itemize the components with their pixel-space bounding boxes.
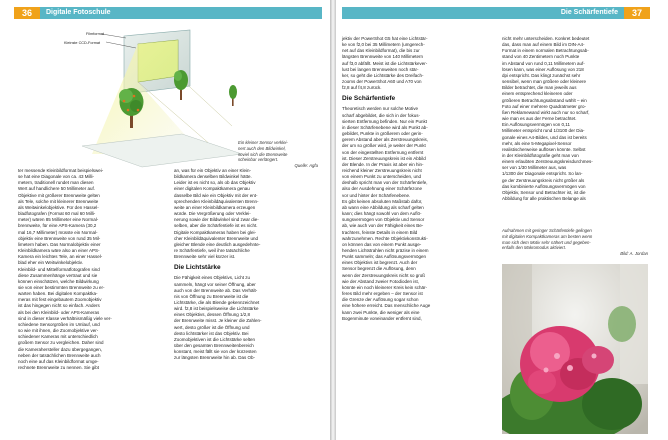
text-line: Abbildung für alle praktischen Belange als — [502, 196, 586, 202]
text-line: Zoomobjektiven ist die Lichtstärke selten — [174, 336, 256, 342]
text-line: Bilder betrachtet, die man jeweils aus — [502, 85, 577, 91]
left-column-2 — [174, 168, 318, 362]
text-line: meter) wären 85 Millimeter eine Normal- — [18, 217, 99, 223]
text-line: trachters, feinste Details in einem Bild — [342, 229, 418, 235]
text-line: dasselbe Bild wie ein Objektiv mit der ent- — [174, 192, 258, 198]
text-line: feres Bild mehr ergeben – der Sensor ist — [342, 291, 423, 297]
right-column-1 — [342, 36, 488, 322]
text-line: neben der tatsächlichen Brennweite auch — [18, 352, 101, 358]
text-line: Wert auf handlichere 50 Millimeter auf. — [18, 186, 95, 192]
text-line: noch eine auf das Kleinbildformat umge- — [18, 358, 99, 364]
text-line: schiedene Sensorgrößen im Umlauf, und — [18, 321, 100, 327]
text-line: sammeln, hängt vor seiner Öffnung, aber — [174, 281, 256, 287]
text-line: ter messende Kleinbildformat beispielswei- — [18, 168, 104, 173]
text-line: dpi entspricht. Das klingt zunächst sehr — [502, 72, 581, 78]
text-line: eine höhere erreicht. Das menschliche Auge — [342, 303, 431, 309]
right-page — [334, 0, 668, 440]
text-line: blad eher ein Weitwinkelobjektiv. — [18, 260, 83, 266]
left-column-1 — [18, 168, 154, 371]
right-column-1-bottom — [342, 106, 488, 321]
text-line: sind in dieser Klasse verhältnismäßig viele ver- — [18, 315, 112, 321]
caption-line: Ein kleiner Sensor verklei- — [238, 140, 288, 145]
text-line: jektiv der PowerShot G5 hat eine Lichtstär- — [342, 36, 428, 41]
text-line: lösen kann, was einer Auflösung von 218 — [502, 66, 584, 72]
text-line: zur längsten Brennweite hin ab. Das Ob- — [174, 355, 256, 361]
text-line: gleicher Blende eine deutlich ausgedehnte- — [174, 241, 261, 247]
text-line: re Schärfentiefe, weil ihre tatsächliche — [174, 248, 250, 254]
text-line: in der Kleinbildfotografie geht man von — [502, 152, 579, 158]
text-line: stand von 40 Zentimetern noch Punkte — [502, 54, 580, 60]
text-line: das, dass man auf einem Bild im DIN-A4- — [502, 42, 585, 48]
text-line: als Tele, solche mit kleinerer Brennweite — [18, 198, 99, 204]
caption-line: Aufnahmen mit geringer Schärfentiefe gelingen — [502, 228, 592, 233]
left-column-2-top — [174, 168, 318, 260]
text-line: Sensor begrenzt die Auflösung, denn — [342, 266, 416, 272]
text-line: sierten Entfernung befinden. Nur ein Punkt — [342, 118, 428, 124]
text-line: warten haben. Bei digitalen Kompaktka- — [18, 291, 98, 297]
text-line: eines Objektivs, dessen Öffnung 1/2,8 — [174, 312, 250, 318]
text-line: nicht mehr unterscheiden. Konkret bedeutet — [502, 36, 590, 41]
text-line: in dieser Schärfenebene wird als Punkt ab- — [342, 124, 428, 130]
text-line: Lichtstärke, die als Blende gekennzeichnet — [174, 299, 260, 305]
text-line: als bei den Kleinbild- oder APS-Kameras — [18, 309, 100, 315]
text-line: konstant, meist fällt sie von der kürzesten — [174, 349, 257, 355]
text-line: ist. Dieser Zerstreuungskreis ist ein Abbild — [342, 155, 426, 161]
text-line: so wie mit ihnen, die Zoomobjektive ver- — [18, 328, 99, 334]
text-line: Ein Auflösungsvermögen von 0,11 — [502, 122, 570, 128]
text-line: on können das von einem Punkt ausge- — [342, 241, 422, 247]
text-line: Foto auf einer mehrere Quadratmeter gro- — [502, 103, 587, 109]
subheading-schaerfentiefe: Die Schärfentiefe — [342, 95, 396, 103]
text-line: cher Kleinbildäquivalenter Brennweite und — [174, 235, 259, 241]
text-line: mehr, als eine 5-Megapixel-Sensor — [502, 140, 572, 146]
text-line: einem entsprechend kleineren oder — [502, 91, 573, 97]
text-line: wie man es aus der Ferne betrachtet. — [502, 116, 577, 122]
text-line: großem Sensor zu vergleichen. Daher sind — [18, 340, 104, 346]
text-line: kann zwei Punkte, die weniger als eine — [342, 309, 420, 315]
text-line: also der Ausdehnung einer Schärfezone — [342, 186, 423, 192]
text-line: wird. f2,8 ist beispielsweise die Lichtstärke — [174, 306, 259, 312]
text-line: diese Zusammenhänge vertraut und sie — [18, 272, 98, 278]
text-line: Objektive mit größerer Brennweite gelten — [18, 192, 100, 198]
text-line: weite an einer Kleinbildkamera erzeugen — [174, 204, 256, 210]
text-line: vor und hinter der Schärfenebene. — [342, 192, 411, 198]
text-line: Bogenminute voneinander entfernt sind, — [342, 315, 422, 321]
text-line: Kamera ein leichtes Tele, an einer Hassel- — [18, 254, 103, 260]
text-line: könnte ein noch kleinerer Kreis kein schär- — [342, 284, 428, 290]
text-line: se hat eine Diagonale von ca. 43 Milli- — [18, 174, 95, 180]
text-line: Millimeter entspricht rund 1/3100 der Dia- — [502, 128, 585, 134]
text-line: als Weitwinkelobjektive. Für den Hassel- — [18, 204, 99, 210]
text-line: net auf das Kleinbildformat), die bis zur — [342, 48, 420, 54]
text-line: eines Objektivs ist begrenzt. Auch der — [342, 260, 418, 266]
text-line: desto lichtstärker ist das Objektiv. Bei — [174, 330, 249, 336]
text-line: f2,8 auf f4,8 zurück. — [342, 85, 382, 91]
text-line: die Kamerahersteller dazu übergegangen, — [18, 346, 103, 352]
left-page-number: 36 — [14, 7, 40, 19]
right-header-bar — [342, 7, 650, 19]
photo-credit: Bild: A. Jordan — [620, 251, 648, 257]
text-line: deshalb spricht man von der Schärfentiefe, — [342, 180, 428, 186]
text-line: einer digitalen Kompaktkamera genau — [174, 186, 250, 192]
text-line: lust bei langen Brennweiten noch stär- — [342, 66, 419, 72]
text-line: Leider ist es nicht so, als ob das Objektiv — [174, 180, 256, 186]
text-line: gerem Abstand aber als Zerstreuungskreis, — [342, 137, 429, 143]
label-ccd-format: Kleinste CCD-Format — [64, 41, 101, 45]
figure-caption — [238, 140, 318, 169]
text-line: ge der Zerstreuungskreis nicht größer als — [502, 177, 585, 183]
text-line: ser von 1/30 Millimeter aus, was — [502, 165, 567, 171]
text-line: rechnete Brennweite zu nennen. Sie gibt — [18, 365, 100, 370]
text-line: nerung sowie der Bildwinkel sind zwar die- — [174, 217, 259, 223]
text-line: sprechenden Kleinbildäquivalenten Brenn- — [174, 198, 259, 204]
text-line: ist das hingegen nicht so einfach. Anders — [18, 303, 100, 309]
text-line: Format in einem normalen Betrachtungsab- — [502, 48, 589, 54]
text-line: sie von einer bestimmten Brennweite zu er- — [18, 284, 105, 290]
text-line: nis von Öffnung zu Brennweite ist die — [174, 293, 249, 299]
left-header-title: Digitale Fotoschule — [46, 9, 111, 16]
text-line: 1/1300 der Diagonale entspricht. So lan- — [502, 171, 583, 177]
text-line: ker, so geht die Lichtstärke des Dreifach- — [342, 72, 424, 78]
photo-caption — [502, 228, 648, 257]
text-line: Es gibt keinen absoluten Maßstab dafür, — [342, 198, 423, 204]
text-line: Kleinbildkamera wäre also an einer APS- — [18, 248, 100, 254]
text-line: Digitale Kompaktkameras haben bei glei- — [174, 229, 257, 235]
text-line: ßen Reklamewand wirkt auch nur so scharf, — [502, 109, 590, 115]
text-line: Punkt sammeln; das Auflösungsvermögen — [342, 254, 427, 260]
text-line: selben, aber die Schärfentiefe ist es nicht. — [174, 223, 258, 229]
text-line: ke von f2,0 bei 35 Millimetern (umgerech- — [342, 42, 425, 48]
text-line: wert, desto größer ist die Öffnung und — [174, 324, 250, 330]
text-line: wie der Abstand zweier Fotodioden ist, — [342, 278, 420, 284]
right-page-number: 37 — [624, 7, 650, 19]
text-line: sungsvermögen von Objektiv und Sensor — [342, 217, 425, 223]
text-line: reichend kleiner Zerstreuungskreis nicht — [342, 167, 422, 173]
text-line: längsten Brennweite von 140 Millimetern — [342, 54, 424, 60]
text-line: metern, traditionell rundet man diesen — [18, 180, 94, 186]
left-column-2-bottom — [174, 275, 318, 361]
text-line: größeren Betrachtungsabstand wählt – ein — [502, 97, 587, 103]
caption-line: scheinbar verlängert. — [238, 157, 279, 163]
text-line: an, was für ein Objektiv an einer Klein- — [174, 168, 252, 173]
text-line: limetern haben. Das Normalobjektiv einer — [18, 241, 101, 247]
text-line: schiedener Kameras mit unterschiedlich — [18, 334, 98, 340]
caption-line: soviel sich die Brennweite — [238, 151, 288, 157]
text-line: im Abstand von rund 0,11 Millimetern auf- — [502, 60, 585, 66]
caption-line: enfalls den Makromodus aktiviert. — [502, 245, 567, 251]
text-line: bildkamera denselben Bildwinkel hätte. — [174, 174, 252, 180]
text-line: henden Lichtstrahlen nicht präzise in einem — [342, 248, 429, 253]
text-line: ab, wie auch von der Fähigkeit eines Be- — [342, 223, 424, 229]
text-line: meras mit fest eingebautem Zoomobjektiv — [18, 297, 102, 303]
caption-line: nert auch den Bildwinkel, — [238, 145, 286, 151]
text-line: Theoretisch werden nur solche Motive — [342, 106, 419, 112]
caption-line: man sich dem Motiv sehr nähert und gegeben- — [502, 239, 591, 245]
text-line: ab wann eine Abbildung als scharf gelten — [342, 204, 424, 210]
text-line: wahrzunehmen. Rechte Objektivkonstrukti- — [342, 235, 428, 241]
text-line: der um so größer wird, je weiter der Punkt — [342, 143, 426, 149]
right-header-title: Die Schärfentiefe — [560, 9, 618, 16]
text-line: wenn der Zerstreuungskreis nicht so groß — [342, 272, 426, 278]
text-line: über den gesamten Brennweitenbereich — [174, 343, 254, 349]
text-line: objektiv eine Brennweite von rund 35 Mil- — [18, 235, 101, 241]
text-line: von der eingestellten Entfernung entfernt — [342, 149, 424, 155]
text-line: scharf abgebildet, die sich in der fokus- — [342, 112, 421, 118]
right-column-1-top — [342, 36, 488, 91]
text-line: der Blende. In der Praxis ist aber ein hin- — [342, 161, 424, 167]
label-film-format: Filmformat — [86, 32, 104, 36]
text-line: bladfotografen (Format 60 mal 60 Milli- — [18, 211, 96, 217]
text-line: mal 16,7 Millimeter) müsste ein Normal- — [18, 229, 98, 235]
text-line: das kombinierte Auflösungsvermögen von — [502, 183, 586, 189]
text-line: auch von der Brennweite ab. Das Verhält- — [174, 287, 258, 293]
left-page — [0, 0, 332, 440]
text-line: sensibel, wenn man größere oder kleinere — [502, 79, 587, 85]
text-line: Kleinbild- und Mittelformatfotografen sind — [18, 266, 100, 272]
text-line: die Grenze der Auflösung sogar schon — [342, 297, 419, 303]
right-column-2 — [502, 36, 642, 202]
text-line: auf f3,0 abfällt. Meist ist die Lichtstärkever- — [342, 60, 428, 66]
text-line: brennweite, für eine APS-Kamera (30,2 — [18, 223, 97, 229]
text-line: einem erlaubten Zerstreuungskreisdurchmes- — [502, 159, 593, 165]
left-header-bar — [14, 7, 322, 19]
text-line: können einschätzen, welche Bildwirkung — [18, 278, 99, 284]
flower-photo — [502, 264, 648, 434]
caption-line: mit digitalen Kompaktkameras am besten wenn — [502, 233, 593, 239]
text-line: von einem Punkt zu unterscheiden, und — [342, 174, 422, 180]
text-line: realistischerweise auflösen könnte. Selbst — [502, 146, 586, 152]
caption-credit: Quelle: Agfa — [294, 163, 318, 169]
text-line: Objektiv, Sensor und Betrachter ist, ist die — [502, 189, 586, 195]
text-line: Brennweite sehr viel kürzer ist. — [174, 254, 236, 260]
text-line: würde. Die Vergrößerung oder Verklei- — [174, 211, 251, 217]
text-line: gebildet, Punkte in größerem oder gerin- — [342, 131, 423, 137]
text-line: zooms der PowerShot A60 und A70 von — [342, 79, 422, 85]
subheading-lichtstaerke: Die Lichtstärke — [174, 264, 221, 272]
text-line: kann; dies hängt sowohl von dem Auflö- — [342, 211, 422, 217]
text-line: Die Fähigkeit eines Objektivs, Licht zu — [174, 275, 251, 281]
text-line: der Brennweite misst. Je kleiner die Zahlen- — [174, 318, 262, 324]
text-line: gonale eines A4-Bildes, und das ist bereits — [502, 134, 587, 140]
